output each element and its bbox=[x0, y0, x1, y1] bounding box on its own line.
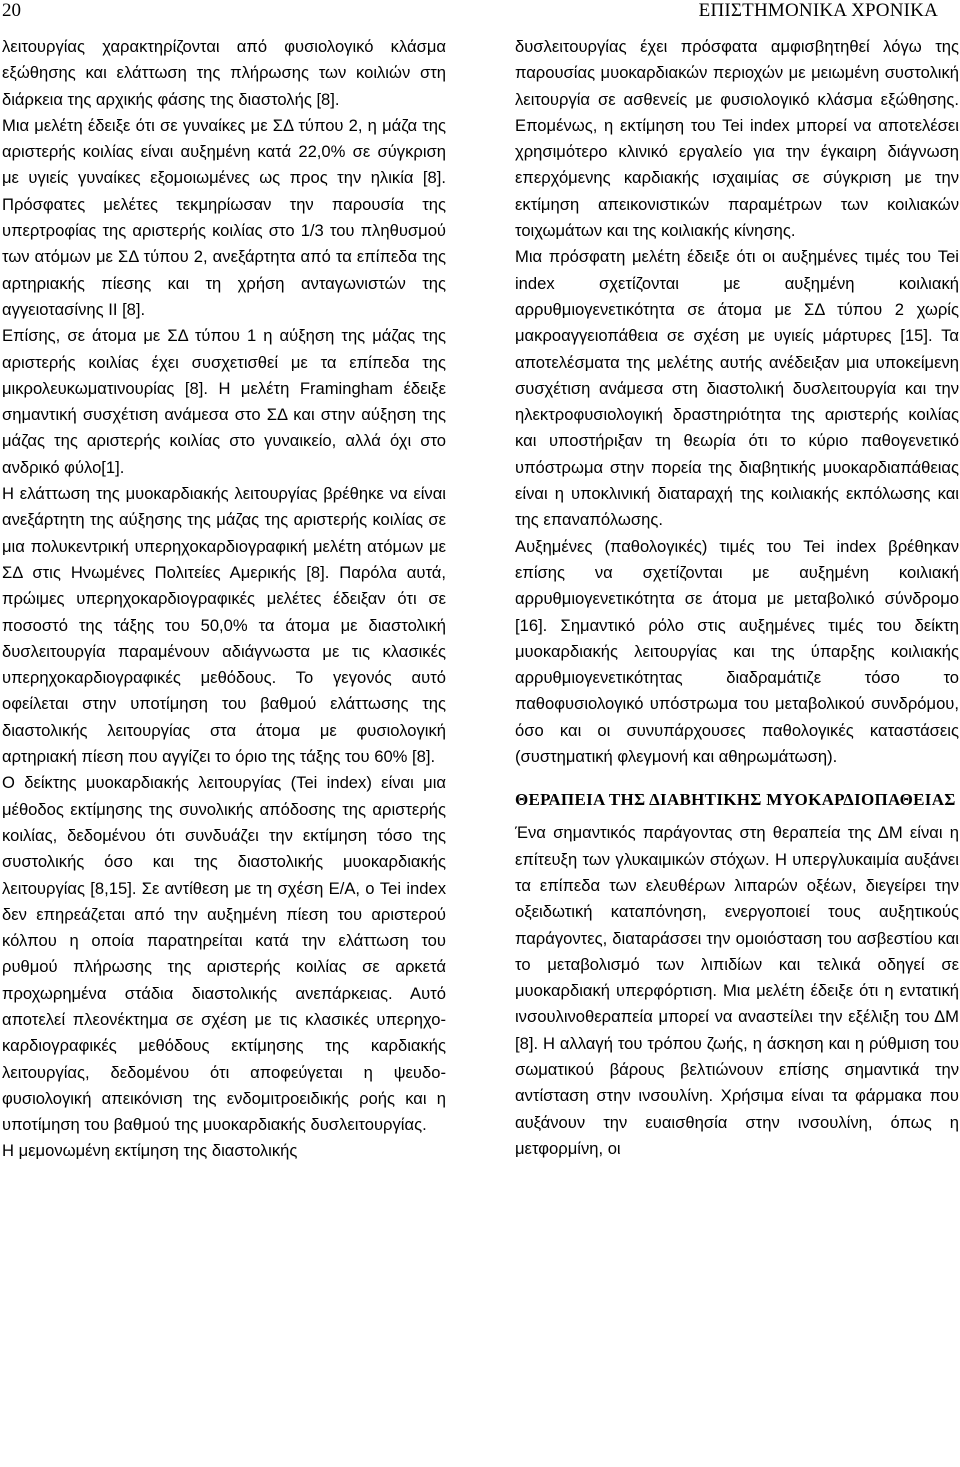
paragraph: Μια μελέτη έδειξε ότι σε γυναίκες με ΣΔ τύπου 2, η μάζα της αριστερής κοιλίας είναι αυξημένη κατά 22,0% σε σύγκριση με υγιείς γυναίκες εξομοιωμένες ως προς την ηλικία [8]. Πρόσφατες μελέτες τεκμηρίωσαν την παρουσία της υπερτροφίας της αριστερής κοιλίας στο 1/3 του πληθυσμού των ατόμων με ΣΔ τύπου 2, ανεξάρτητα από τα επίπεδα της αρτηριακής πίεσης και τη χρήση ανταγωνιστών της αγγειοτασίνης II [8]. bbox=[2, 115, 446, 319]
left-column bbox=[2, 34, 446, 1165]
paragraph: Ένα σημαντικός παράγοντας στη θεραπεία της ΔΜ είναι η επίτευξη των γλυκαιμικών στόχων. Η υπεργλυκαιμία αυξάνει τα επίπεδα των ελευθέρων λιπαρών οξέων, διεγείρει την οξειδωτική καταπόνηση, ενεργοποιεί τους αυξητικούς παράγοντες, διαταράσσει την ομοιόσταση του ασβεστίου και το μεταβολισμό των λιπιδίων και τελικά οδηγεί σε μυοκαρδιακή υπερφόρτιση. Μια μελέτη έδειξε ότι η εντατική ινσουλινοθεραπεία μπορεί να αναστείλει την εξέλιξη του ΔΜ [8]. Η αλλαγή του τρόπου ζωής, η άσκηση και η ρύθμιση του σωματικού βάρους βελτιώνουν επίσης σημαντικά την αντίσταση στην ινσουλίνη. Χρήσιμα είναι τα φάρμακα που αυξάνουν την ευαισθησία στην ινσουλίνη, όπως η μετφορμίνη, οι bbox=[515, 823, 959, 1158]
paragraph: Η μεμονωμένη εκτίμηση της διαστολικής bbox=[2, 1141, 298, 1161]
page-number: 20 bbox=[2, 0, 21, 21]
paragraph: δυσλειτουργίας έχει πρόσφατα αμφισβητηθεί λόγω της παρουσίας μυοκαρδιακών περιοχών με μειωμένη συστολική λειτουργία σε ασθενείς με φυσιολογικό κλάσμα εξώθησης. Επομένως, η εκτίμηση του Tei index μπορεί να αποτελέσει χρησιμότερο κλινικό εργαλείο για την έγκαιρη διάγνωση επερχόμενης καρδιακής ισχαιμίας σε σύγκριση με την εκτίμηση απεικονιστικών παραμέτρων των κοιλιακών τοιχωμάτων και της κοιλιακής κίνησης. bbox=[515, 37, 959, 241]
journal-running-head: ΕΠΙΣΤΗΜΟΝΙΚΑ ΧΡΟΝΙΚΑ bbox=[698, 0, 938, 21]
right-column bbox=[515, 34, 959, 1162]
paragraph: Η ελάττωση της μυοκαρδιακής λειτουργίας βρέθηκε να είναι ανεξάρτητη της αύξησης της μάζας της αριστερής κοιλίας σε μια πολυκεντρική υπερηχοκαρδιογραφική μελέτη ατόμων με ΣΔ στις Ηνωμένες Πολιτείες Αμερικής [8]. Παρόλα αυτά, πρώιμες υπερηχοκαρδιογραφικές μελέτες έδειξαν ότι σε ποσοστό της τάξης του 50,0% τα άτομα με διαστολική δυσλειτουργία παραμένουν αδιάγνωστα με τις κλασικές υπερηχοκαρδιογραφικές μεθόδους. Το γεγονός αυτό οφείλεται στην υποτίμηση του βαθμού ελάττωσης της διαστολικής λειτουργίας στα άτομα με φυσιολογική αρτηριακή πίεση που αγγίζει το όριο της τάξης του 60% [8]. bbox=[2, 484, 446, 767]
paragraph: Αυξημένες (παθολογικές) τιμές του Tei index βρέθηκαν επίσης να σχετίζονται με αυξημένη κοιλιακή αρρυθμιογενετικότητα σε άτομα με μεταβολικό σύνδρομο [16]. Σημαντικό ρόλο στις αυξημένες τιμές του δείκτη μυοκαρδιακής λειτουργίας και της ύπαρξης κοιλιακής αρρυθμιογενετικότητας διαδραμάτιζε τόσο το παθοφυσιολογικό υπόστρωμα του μεταβολικού συνδρόμου, όσο και οι συνυπάρχουσες παθολογικές καταστάσεις (συστηματική φλεγμονή και αθηρωμάτωση). bbox=[515, 536, 959, 767]
paragraph: Μια πρόσφατη μελέτη έδειξε ότι οι αυξημένες τιμές του Tei index σχετίζονται με αυξημένη κοιλιακή αρρυθμιογενετικότητα σε άτομα με ΣΔ τύπου 2 χωρίς μακροαγγειοπάθεια σε σχέση με υγιείς μάρτυρες [15]. Τα αποτελέσματα της μελέτης αυτής ανέδειξαν μια υποκείμενη συσχέτιση ανάμεσα στη διαστολική δυσλειτουργία και την ηλεκτροφυσιολογική δραστηριότητα της αριστερής κοιλίας και υποστήριξαν τη θεωρία ότι το κύριο παθογενετικό υπόστρωμα στην πορεία της διαβητικής μυοκαρδιαπάθειας είναι η υποκλινική διαταραχή της κοιλιακής εκπόλωσης και της επαναπόλωσης. bbox=[515, 247, 959, 530]
paragraph: Επίσης, σε άτομα με ΣΔ τύπου 1 η αύξηση της μάζας της αριστερής κοιλίας έχει συσχετισθεί με τα επίπεδα της μικρολευκωματινουρίας [8]. Η μελέτη Framingham έδειξε σημαντική συσχέτιση ανάμεσα στο ΣΔ και στην αύξηση της μάζας της αριστερής κοιλίας στο γυναικείο, αλλά όχι στο ανδρικό φύλο[1]. bbox=[2, 326, 446, 477]
paragraph: λειτουργίας χαρακτηρίζονται από φυσιολογικό κλάσμα εξώθησης και ελάττωση της πλήρωσης των κοιλιών στη διάρκεια της αρχικής φάσης της διαστολής [8]. bbox=[2, 37, 446, 109]
paragraph: Ο δείκτης μυοκαρδιακής λειτουργίας (Tei index) είναι μια μέθοδος εκτίμησης της συνολικής απόδοσης της αριστερής κοιλίας, δεδομένου ότι συνδυάζει την εκτίμηση τόσο της συστολικής όσο και της διαστολικής μυοκαρδιακής λειτουργίας [8,15]. Σε αντίθεση με τη σχέση Ε/Α, ο Tei index δεν επηρεάζεται από την αυξημένη πίεση του αριστερού κόλπου η οποία παρατηρείται κατά την ελάττωση του ρυθμού πλήρωσης της αριστερής κοιλίας σε αρκετά προχωρημένα στάδια διαστολικής ανεπάρκειας. Αυτό αποτελεί πλεονέκτημα σε σχέση με τις κλασικές υπερηχοκαρδιογραφικές μεθόδους εκτίμησης της καρδιακής λειτουργίας, δεδομένου ότι αποφεύγεται η ψευδο-φυσιολογική απεικόνιση της ενδομιτροειδικής ροής και η υποτίμηση του βαθμού της μυοκαρδιακής δυσλειτουργίας. bbox=[2, 773, 446, 1135]
section-heading: ΘΕΡΑΠΕΙΑ ΤΗΣ ΔΙΑΒΗΤΙΚΗΣ ΜΥΟΚΑΡΔΙΟΠΑΘΕΙΑΣ bbox=[515, 790, 956, 810]
